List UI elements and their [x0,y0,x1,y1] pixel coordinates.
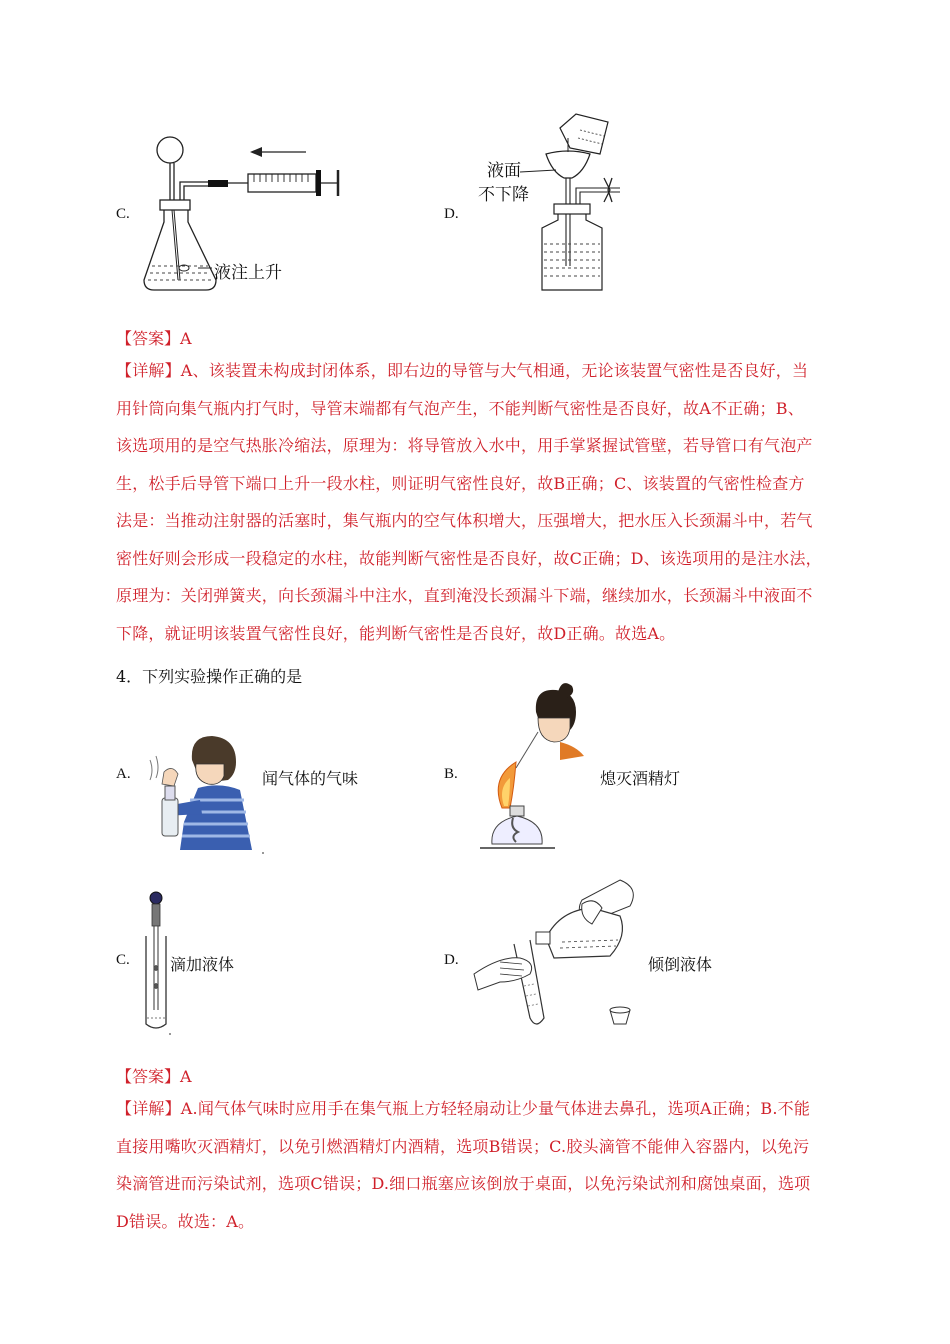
q4-explanation [116,1090,836,1240]
q4-option-b-caption: 熄灭酒精灯 [600,769,681,788]
q3-explanation-line: 该选项用的是空气热胀冷缩法，原理为：将导管放入水中，用手掌紧握试管壁，若导管口有气泡产 [116,436,813,455]
q3-option-d-label: D. [444,206,459,222]
q3-explanation-line: 生，松手后导管下端口上升一段水柱，则证明气密性良好，故B正确；C、该装置的气密性检查方 [116,473,805,493]
q3-explanation-line: 【详解】A、该装置未构成封闭体系，即右边的导管与大气相通，无论该装置气密性是否良好，当 [116,361,809,380]
q4-option-d-image [470,878,650,1033]
q3-option-d-annotation-line1: 液面 [487,161,521,181]
q3-option-c-annotation: 液注上升 [214,263,282,283]
q4-option-c-label: C. [116,952,130,968]
q3-answer: 【答案】A [116,329,192,348]
q4-option-d-caption: 倾倒液体 [648,955,713,974]
q4-option-b-label: B. [444,766,458,782]
q4-answer: 【答案】A [116,1067,192,1086]
q4-explanation-line: 直接用嘴吹灭酒精灯，以免引燃酒精灯内酒精，选项B错误；C.胶头滴管不能伸入容器内，以免污 [116,1136,810,1156]
q4-option-a-caption: 闻气体的气味 [262,769,359,788]
q3-explanation-line: 法是：当推动注射器的活塞时，集气瓶内的空气体积增大，压强增大，把水压入长颈漏斗中，若气 [116,511,813,530]
q3-option-c-label: C. [116,206,130,222]
q4-option-a-image [140,730,265,855]
q4-option-a-label: A. [116,766,131,782]
q4-explanation-line: D错误。故选：A。 [116,1211,255,1231]
q3-explanation-line: 原理为：关闭弹簧夹，向长颈漏斗中注水，直到淹没长颈漏斗下端，继续加水，长颈漏斗中液面不 [116,586,813,605]
q3-explanation [116,352,836,652]
q4-explanation-line: 【详解】A.闻气体气味时应用手在集气瓶上方轻轻扇动让少量气体进去鼻孔，选项A正确；B.不能 [116,1099,811,1118]
q3-explanation-line: 下降，就证明该装置气密性良好，能判断气密性是否良好，故D正确。故选A。 [116,623,676,643]
q3-option-d-annotation-line2: 不下降 [478,185,529,205]
q3-explanation-line: 用针筒向集气瓶内打气时，导管末端都有气泡产生，不能判断气密性是否良好，故A不正确；B、 [116,398,804,418]
q4-option-d-label: D. [444,952,459,968]
q4-option-b-image [480,688,615,856]
q4-explanation-line: 染滴管进而污染试剂，选项C错误；D.细口瓶塞应该倒放于桌面，以免污染试剂和腐蚀桌面，选项 [116,1174,811,1193]
q3-option-d-diagram [530,108,630,293]
q4-question: 4．下列实验操作正确的是 [116,667,303,686]
q4-option-c-caption: 滴加液体 [170,955,235,974]
q3-explanation-line: 密性好则会形成一段稳定的水柱，故能判断气密性是否良好，故C正确；D、该选项用的是注水法， [116,548,822,568]
